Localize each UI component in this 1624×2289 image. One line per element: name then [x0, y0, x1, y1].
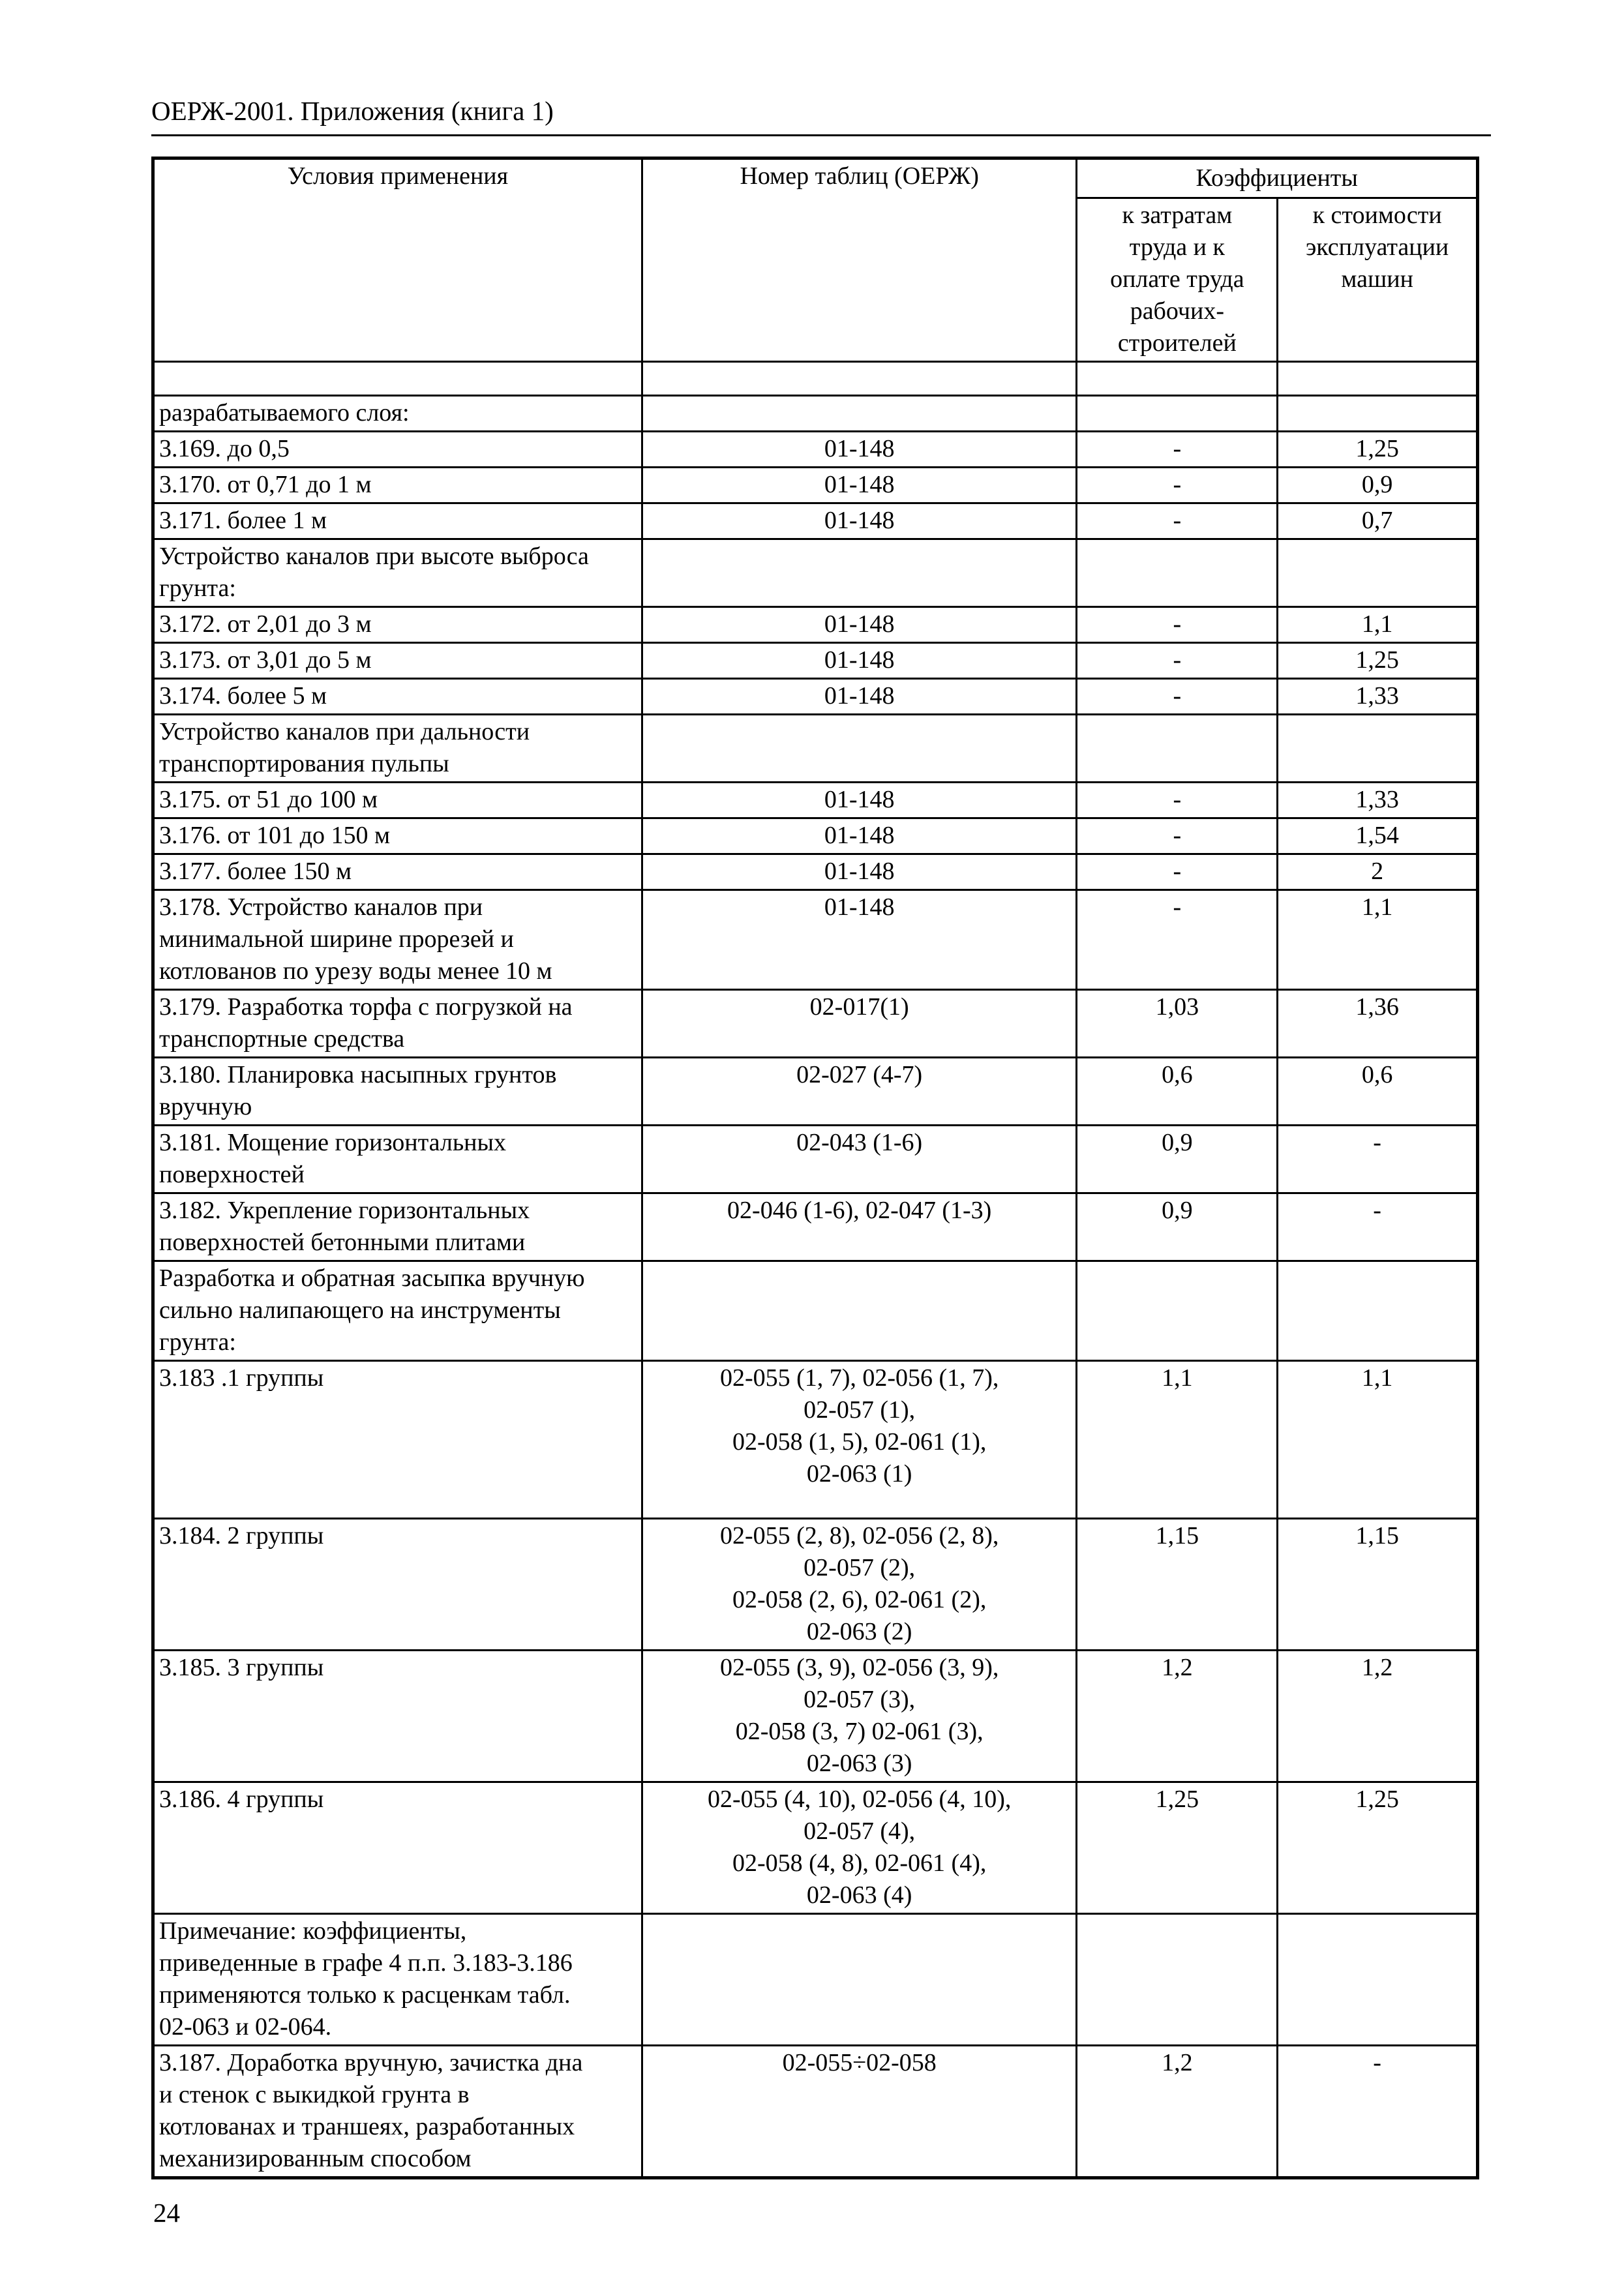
header-labor-line: строителей [1117, 329, 1237, 357]
table-number-line: 02-058 (4, 8), 02-061 (4), [732, 1849, 987, 1877]
labor-coefficient-cell: - [1077, 468, 1278, 503]
table-number-cell [642, 607, 1077, 643]
condition-line: 3.179. Разработка торфа с погрузкой на [159, 993, 573, 1021]
condition-cell [153, 854, 642, 890]
condition-line: сильно налипающего на инструменты [159, 1296, 561, 1324]
labor-coefficient-cell [1077, 539, 1278, 607]
machine-coefficient-cell: 1,33 [1278, 679, 1478, 715]
table-number-cell [642, 643, 1077, 679]
condition-cell [153, 818, 642, 854]
header-table-number: Номер таблиц (ОЕРЖ) [642, 158, 1077, 362]
table-number-line: 01-148 [824, 786, 895, 813]
machine-coefficient-cell [1278, 539, 1478, 607]
table-row [153, 990, 1478, 1058]
condition-line: грунта: [159, 575, 236, 602]
header-conditions: Условия применения [153, 158, 642, 362]
condition-line: минимальной ширине прорезей и [159, 925, 514, 953]
labor-coefficient-cell: - [1077, 890, 1278, 990]
condition-line: разрабатываемого слоя: [159, 399, 410, 426]
labor-coefficient-cell: - [1077, 607, 1278, 643]
table-number-line: 01-148 [824, 822, 895, 849]
header-labor [1077, 198, 1278, 362]
table-number-cell [642, 1782, 1077, 1914]
condition-cell [153, 679, 642, 715]
column-number [1077, 362, 1278, 396]
labor-coefficient-cell: - [1077, 432, 1278, 468]
column-number-row [153, 362, 1478, 396]
table-row [153, 1651, 1478, 1782]
table-number-line: 02-043 (1-6) [796, 1129, 923, 1156]
table-number-cell [642, 783, 1077, 818]
column-number [1278, 362, 1478, 396]
machine-coefficient-cell: 1,54 [1278, 818, 1478, 854]
condition-cell [153, 2046, 642, 2178]
table-number-line: 01-148 [824, 507, 895, 534]
table-row [153, 1126, 1478, 1193]
table-row [153, 468, 1478, 503]
table-number-cell [642, 1058, 1077, 1126]
condition-cell [153, 503, 642, 539]
table-number-line: 02-046 (1-6), 02-047 (1-3) [727, 1197, 992, 1224]
table-number-cell [642, 818, 1077, 854]
condition-line: и стенок с выкидкой грунта в [159, 2081, 470, 2108]
condition-cell [153, 990, 642, 1058]
table-number-line: 01-148 [824, 893, 895, 921]
header-machines-line: эксплуатации [1305, 233, 1449, 261]
condition-line: Примечание: коэффициенты, [159, 1917, 467, 1945]
labor-coefficient-cell [1077, 1914, 1278, 2046]
table-row [153, 715, 1478, 783]
table-row [153, 854, 1478, 890]
table-number-line: 01-148 [824, 858, 895, 885]
table-row [153, 1914, 1478, 2046]
machine-coefficient-cell [1278, 1914, 1478, 2046]
header-labor-line: труда и к [1129, 233, 1225, 261]
labor-coefficient-cell: - [1077, 679, 1278, 715]
table-number-cell [642, 1651, 1077, 1782]
table-row [153, 1361, 1478, 1519]
table-number-cell [642, 1126, 1077, 1193]
table-row [153, 1261, 1478, 1361]
condition-cell [153, 1058, 642, 1126]
table-body [153, 158, 1478, 2178]
column-number [642, 362, 1077, 396]
condition-cell [153, 1651, 642, 1782]
table-number-cell [642, 1519, 1077, 1651]
running-header: ОЕРЖ-2001. Приложения (книга 1) [151, 96, 554, 126]
condition-line: 3.174. более 5 м [159, 682, 327, 710]
column-number [153, 362, 642, 396]
table-number-line: 02-063 (1) [806, 1460, 912, 1488]
labor-coefficient-cell: 1,2 [1077, 2046, 1278, 2178]
table-number-cell [642, 468, 1077, 503]
machine-coefficient-cell: - [1278, 1193, 1478, 1261]
condition-cell [153, 607, 642, 643]
condition-cell [153, 468, 642, 503]
table-number-cell [642, 1361, 1077, 1519]
table-number-cell [642, 432, 1077, 468]
table-number-line: 02-063 (4) [806, 1881, 912, 1909]
table-row [153, 607, 1478, 643]
condition-line: 3.169. до 0,5 [159, 435, 290, 462]
condition-line: приведенные в графе 4 п.п. 3.183-3.186 [159, 1949, 573, 1977]
condition-line: транспортирования пульпы [159, 750, 449, 777]
table-number-line: 02-055 (1, 7), 02-056 (1, 7), [719, 1364, 999, 1392]
table-number-cell [642, 539, 1077, 607]
condition-line: 3.171. более 1 м [159, 507, 327, 534]
condition-cell [153, 890, 642, 990]
condition-line: грунта: [159, 1328, 236, 1356]
header-labor-line: рабочих- [1130, 297, 1225, 325]
condition-line: 3.187. Доработка вручную, зачистка дна [159, 2049, 583, 2076]
table-number-line: 02-063 (3) [806, 1750, 912, 1777]
header-coefficients: Коэффициенты [1077, 158, 1478, 198]
condition-cell [153, 1261, 642, 1361]
labor-coefficient-cell: - [1077, 854, 1278, 890]
condition-line: поверхностей бетонными плитами [159, 1229, 526, 1256]
header-machines-line: к стоимости [1312, 202, 1442, 229]
machine-coefficient-cell: - [1278, 2046, 1478, 2178]
table-number-cell [642, 715, 1077, 783]
table-row [153, 818, 1478, 854]
labor-coefficient-cell [1077, 1261, 1278, 1361]
labor-coefficient-cell: 1,1 [1077, 1361, 1278, 1519]
header-labor-line: к затратам [1122, 202, 1233, 229]
condition-line: 3.172. от 2,01 до 3 м [159, 610, 372, 638]
machine-coefficient-cell: 1,25 [1278, 643, 1478, 679]
condition-line: 3.185. 3 группы [159, 1654, 324, 1681]
condition-line: 3.180. Планировка насыпных грунтов [159, 1061, 557, 1088]
machine-coefficient-cell: 0,6 [1278, 1058, 1478, 1126]
machine-coefficient-cell [1278, 396, 1478, 432]
table-number-line: 02-057 (1), [804, 1396, 916, 1424]
table-number-line: 02-057 (4), [804, 1818, 916, 1845]
labor-coefficient-cell [1077, 715, 1278, 783]
condition-line: 3.173. от 3,01 до 5 м [159, 646, 372, 674]
table-row [153, 679, 1478, 715]
condition-line: Устройство каналов при дальности [159, 718, 530, 745]
condition-line: механизированным способом [159, 2145, 472, 2172]
condition-line: котлованов по урезу воды менее 10 м [159, 957, 552, 985]
table-row [153, 2046, 1478, 2178]
header-rule [151, 134, 1491, 136]
table-number-cell [642, 1193, 1077, 1261]
table-number-cell [642, 396, 1077, 432]
table-number-cell [642, 990, 1077, 1058]
condition-cell [153, 1361, 642, 1519]
table-number-line: 02-058 (1, 5), 02-061 (1), [732, 1428, 987, 1456]
table-number-line: 02-055 (3, 9), 02-056 (3, 9), [719, 1654, 999, 1681]
table-row [153, 503, 1478, 539]
table-row [153, 643, 1478, 679]
condition-line: 3.178. Устройство каналов при [159, 893, 483, 921]
header-row-top [153, 158, 1478, 198]
condition-line: Разработка и обратная засыпка вручную [159, 1264, 585, 1292]
machine-coefficient-cell: 1,15 [1278, 1519, 1478, 1651]
table-number-cell [642, 679, 1077, 715]
condition-cell [153, 643, 642, 679]
condition-line: 3.184. 2 группы [159, 1522, 324, 1549]
labor-coefficient-cell: 0,9 [1077, 1193, 1278, 1261]
condition-cell [153, 432, 642, 468]
table-number-line: 02-058 (2, 6), 02-061 (2), [732, 1586, 987, 1613]
condition-cell [153, 1782, 642, 1914]
labor-coefficient-cell: 1,25 [1077, 1782, 1278, 1914]
table-number-line: 01-148 [824, 471, 895, 498]
condition-line: 3.181. Мощение горизонтальных [159, 1129, 507, 1156]
machine-coefficient-cell: 1,25 [1278, 432, 1478, 468]
table-number-line: 02-017(1) [809, 993, 909, 1021]
table-row [153, 396, 1478, 432]
machine-coefficient-cell [1278, 715, 1478, 783]
condition-cell [153, 1193, 642, 1261]
machine-coefficient-cell: 1,1 [1278, 607, 1478, 643]
labor-coefficient-cell: - [1077, 503, 1278, 539]
condition-line: Устройство каналов при высоте выброса [159, 543, 589, 570]
labor-coefficient-cell: 0,6 [1077, 1058, 1278, 1126]
machine-coefficient-cell: 0,7 [1278, 503, 1478, 539]
header-machines-line: машин [1341, 265, 1413, 293]
labor-coefficient-cell: 0,9 [1077, 1126, 1278, 1193]
page-number: 24 [153, 2198, 180, 2228]
machine-coefficient-cell: 1,25 [1278, 1782, 1478, 1914]
table-number-line: 02-057 (3), [804, 1686, 916, 1713]
condition-line: котлованах и траншеях, разработанных [159, 2113, 575, 2140]
labor-coefficient-cell [1077, 396, 1278, 432]
table-number-line: 02-057 (2), [804, 1554, 916, 1581]
condition-line: транспортные средства [159, 1025, 405, 1053]
machine-coefficient-cell: - [1278, 1126, 1478, 1193]
table-row [153, 539, 1478, 607]
table-number-line: 01-148 [824, 435, 895, 462]
condition-cell [153, 783, 642, 818]
table-number-cell [642, 1914, 1077, 2046]
table-number-line: 02-063 (2) [806, 1618, 912, 1645]
table-number-line: 02-027 (4-7) [796, 1061, 923, 1088]
table-row [153, 1519, 1478, 1651]
table-number-line: 02-058 (3, 7) 02-061 (3), [735, 1718, 984, 1745]
condition-line: поверхностей [159, 1161, 305, 1188]
labor-coefficient-cell: - [1077, 643, 1278, 679]
condition-line: 3.183 .1 группы [159, 1364, 324, 1392]
table-number-cell [642, 890, 1077, 990]
labor-coefficient-cell: 1,03 [1077, 990, 1278, 1058]
table-number-line: 01-148 [824, 610, 895, 638]
condition-cell [153, 1914, 642, 2046]
condition-line: 3.175. от 51 до 100 м [159, 786, 378, 813]
labor-coefficient-cell: 1,15 [1077, 1519, 1278, 1651]
table-number-line: 01-148 [824, 682, 895, 710]
condition-cell [153, 396, 642, 432]
machine-coefficient-cell: 0,9 [1278, 468, 1478, 503]
condition-cell [153, 1519, 642, 1651]
machine-coefficient-cell: 1,1 [1278, 890, 1478, 990]
labor-coefficient-cell: 1,2 [1077, 1651, 1278, 1782]
table-row [153, 1193, 1478, 1261]
table-row [153, 1782, 1478, 1914]
table-number-line: 01-148 [824, 646, 895, 674]
condition-line: 3.176. от 101 до 150 м [159, 822, 390, 849]
machine-coefficient-cell [1278, 1261, 1478, 1361]
condition-line: применяются только к расценкам табл. [159, 1981, 571, 2009]
condition-line: вручную [159, 1093, 252, 1120]
table-number-cell [642, 854, 1077, 890]
labor-coefficient-cell: - [1077, 818, 1278, 854]
condition-line: 3.170. от 0,71 до 1 м [159, 471, 372, 498]
condition-line: 3.177. более 150 м [159, 858, 352, 885]
coefficients-table [151, 157, 1479, 2179]
machine-coefficient-cell: 2 [1278, 854, 1478, 890]
table-number-line: 02-055 (2, 8), 02-056 (2, 8), [719, 1522, 999, 1549]
table-number-line: 02-055 (4, 10), 02-056 (4, 10), [707, 1786, 1012, 1813]
condition-cell [153, 539, 642, 607]
condition-line: 3.186. 4 группы [159, 1786, 324, 1813]
header-labor-line: оплате труда [1110, 265, 1244, 293]
machine-coefficient-cell: 1,1 [1278, 1361, 1478, 1519]
condition-line: 02-063 и 02-064. [159, 2013, 332, 2041]
labor-coefficient-cell: - [1077, 783, 1278, 818]
table-number-cell [642, 2046, 1077, 2178]
table-row [153, 783, 1478, 818]
condition-line: 3.182. Укрепление горизонтальных [159, 1197, 530, 1224]
table-number-cell [642, 1261, 1077, 1361]
header-machines [1278, 198, 1478, 362]
table-number-cell [642, 503, 1077, 539]
machine-coefficient-cell: 1,2 [1278, 1651, 1478, 1782]
table-number-line: 02-055÷02-058 [782, 2049, 937, 2076]
machine-coefficient-cell: 1,36 [1278, 990, 1478, 1058]
machine-coefficient-cell: 1,33 [1278, 783, 1478, 818]
condition-cell [153, 1126, 642, 1193]
condition-cell [153, 715, 642, 783]
table-row [153, 1058, 1478, 1126]
table-row [153, 890, 1478, 990]
table-row [153, 432, 1478, 468]
